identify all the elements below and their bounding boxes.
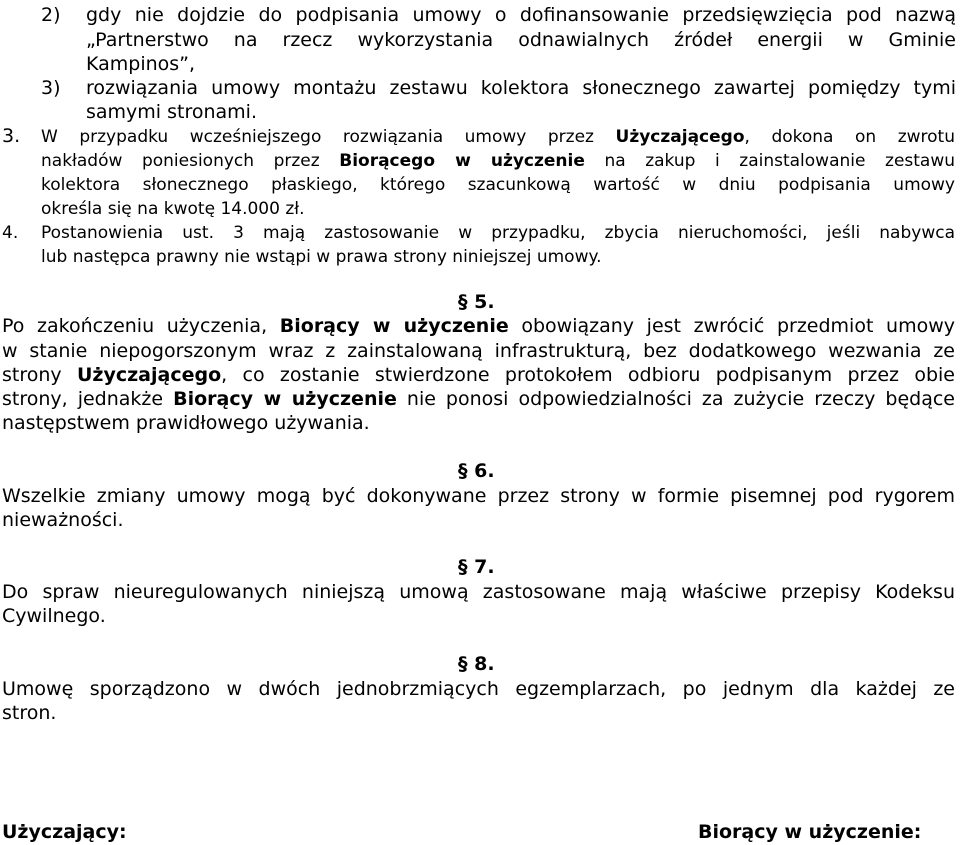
text-span: Po zakończeniu użyczenia, — [2, 315, 280, 337]
section-6-line-2: nieważności. — [2, 509, 124, 531]
text-span: strony, jednakże — [2, 388, 174, 410]
section-5-line-4 — [2, 387, 955, 412]
paragraph-4-line-2: lub następca prawny nie wstąpi w prawa strony niniejszej umowy. — [41, 247, 602, 267]
party-name-borrower: Biorący w użyczenie — [279, 315, 509, 337]
text-span: obowiązany jest zwrócić przedmiot umowy — [508, 315, 956, 337]
list-item-2-line-2: „Partnerstwo na rzecz wykorzystania odnawialnych źródeł energii w Gminie — [86, 29, 956, 51]
list-number-2: 2) — [41, 4, 61, 26]
section-8-line-1: Umowę sporządzono w dwóch jednobrzmiących egzemplarzach, po jednym dla każdej ze — [2, 678, 955, 700]
text-span: W przypadku wcześniejszego rozwiązania umowy przez — [41, 127, 616, 147]
paragraph-3-line-4: określa się na kwotę 14.000 zł. — [41, 199, 305, 219]
paragraph-3-line-3: kolektora słonecznego płaskiego, którego szacunkową wartość w dniu podpisania umowy — [41, 175, 955, 195]
section-heading-5: § 5. — [458, 291, 495, 313]
party-name-borrower: Biorącego w użyczenie — [339, 151, 585, 171]
party-name-borrower: Biorący w użyczenie — [173, 388, 397, 410]
paragraph-4-line-1: Postanowienia ust. 3 mają zastosowanie w przypadku, zbycia nieruchomości, jeśli nabywca — [41, 223, 955, 243]
text-span: nakładów poniesionych przez — [41, 151, 340, 171]
text-span: , co zostanie stwierdzone protokołem odbioru podpisanym przez obie — [221, 364, 955, 386]
text-span: na zakup i zainstalowanie zestawu — [584, 151, 956, 171]
paragraph-3-line-2 — [41, 149, 955, 173]
section-5-line-5: następstwem prawidłowego używania. — [2, 412, 370, 434]
list-item-3-line-2: samymi stronami. — [86, 101, 257, 123]
list-item-2-line-1: gdy nie dojdzie do podpisania umowy o dofinansowanie przedsięwzięcia pod nazwą — [86, 4, 956, 26]
section-5-line-3 — [2, 363, 955, 388]
text-span: strony — [2, 364, 77, 386]
section-8-line-2: stron. — [2, 702, 57, 724]
section-5-line-1 — [2, 314, 955, 339]
text-span: nie ponosi odpowiedzialności za zużycie rzeczy będące — [396, 388, 955, 410]
section-heading-6: § 6. — [458, 460, 495, 482]
section-7-line-2: Cywilnego. — [2, 605, 106, 627]
section-5-line-2: w stanie niepogorszonym wraz z zainstalowaną infrastrukturą, bez dodatkowego wezwania ze — [2, 340, 955, 362]
list-number-3: 3) — [41, 77, 61, 99]
list-item-3-line-1: rozwiązania umowy montażu zestawu kolektora słonecznego zawartej pomiędzy tymi — [86, 77, 956, 99]
section-heading-7: § 7. — [458, 556, 495, 578]
section-7-line-1: Do spraw nieuregulowanych niniejszą umową zastosowane mają właściwe przepisy Kodeksu — [2, 581, 955, 603]
signature-label-lender: Użyczający: — [2, 821, 127, 843]
paragraph-number-3: 3. — [2, 125, 21, 147]
party-name-lender: Użyczającego — [615, 127, 745, 147]
section-6-line-1: Wszelkie zmiany umowy mogą być dokonywane przez strony w formie pisemnej pod rygorem — [2, 485, 955, 507]
text-span: , dokona on zwrotu — [744, 127, 955, 147]
section-heading-8: § 8. — [458, 653, 495, 675]
party-name-lender: Użyczającego — [76, 364, 222, 386]
paragraph-3-line-1 — [41, 125, 955, 149]
paragraph-number-4: 4. — [2, 223, 19, 243]
list-item-2-line-3: Kampinos”, — [86, 53, 196, 75]
signature-label-borrower: Biorący w użyczenie: — [698, 821, 922, 843]
